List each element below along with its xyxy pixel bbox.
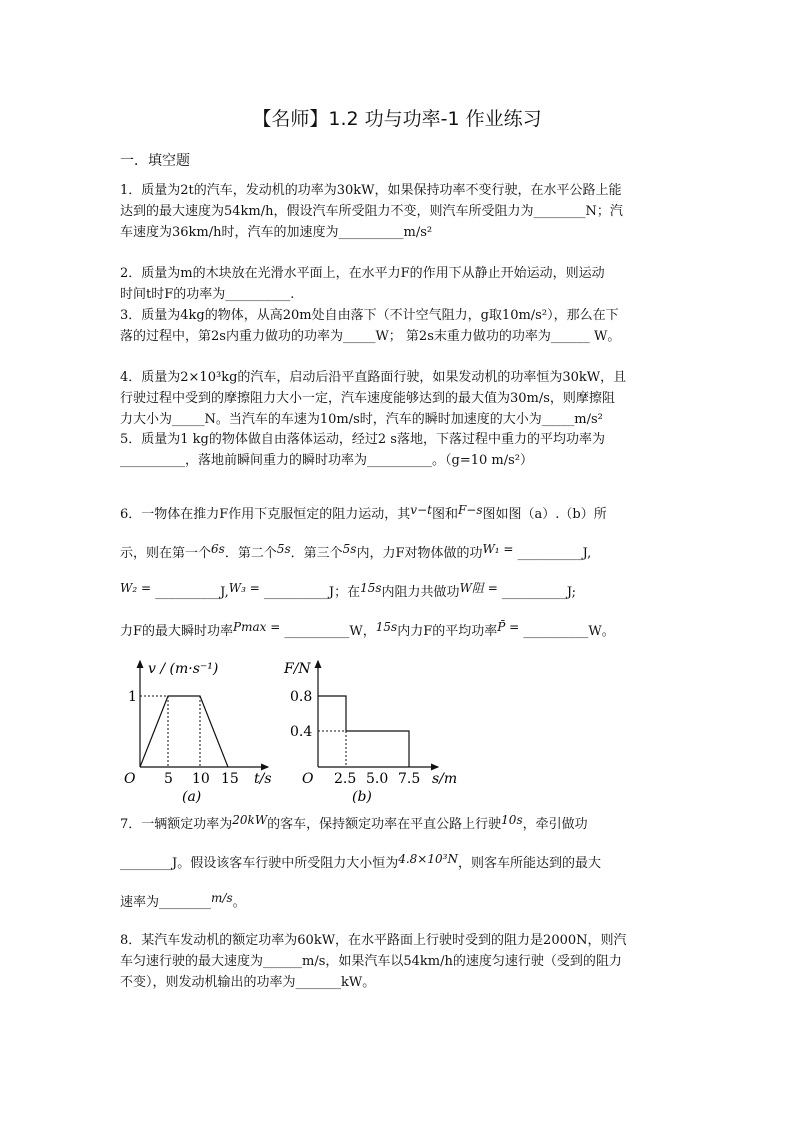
q3-line-2: 落的过程中，第2s内重力做功的功率为_____W； 第2s末重力做功的功率为______ W。: [120, 329, 621, 344]
y-tick: 0.8: [290, 689, 313, 705]
q6-text: 力F的最大瞬时功率: [120, 624, 234, 639]
q6-line-4: [120, 612, 680, 651]
figure-a-vt-graph: [118, 655, 288, 805]
q6-math-fs: F−s: [457, 503, 483, 517]
x-tick: 10: [192, 771, 210, 787]
q6-text: ．第三个: [290, 546, 343, 561]
q7-text: 7．一辆额定功率为: [120, 817, 233, 832]
q6-math-w3: W₃ =: [228, 581, 260, 595]
q1-line-1: 1．质量为2t的汽车，发动机的功率为30kW，如果保持功率不变行驶，在水平公路上能: [120, 183, 622, 198]
q7-text: 。: [232, 895, 246, 910]
q2-line-1: 2．质量为m的木块放在光滑水平面上，在水平力F的作用下从静止开始运动，则运动: [120, 266, 605, 281]
q6-blank: __________J,: [513, 546, 592, 561]
q7-math: 20kW: [232, 813, 268, 827]
q7-text: 的客车，保持额定功率在平直公路上行驶: [267, 817, 502, 832]
question-2: [120, 263, 680, 305]
q4-line-3: 力大小为_____N。当汽车的车速为10m/s时，汽车的瞬时加速度的大小为_____m/s²: [120, 412, 603, 427]
q6-line-2: [120, 534, 680, 573]
q6-math: 15s: [375, 620, 398, 634]
q2-line-2: 时间t时F的功率为__________.: [120, 287, 295, 302]
q6-blank: __________W，: [280, 624, 376, 639]
q7-line-3: [120, 883, 680, 922]
question-6: [120, 495, 680, 651]
q6-blank: __________W。: [519, 624, 615, 639]
q6-math: 5s: [276, 542, 291, 556]
q3-line-1: 3．质量为4kg的物体，从高20m处自由落下（不计空气阻力，g取10m/s²），那么在下: [120, 308, 619, 323]
vt-curve: [140, 696, 228, 767]
q7-math: m/s: [211, 891, 233, 905]
q4-line-2: 行驶过程中受到的摩擦阻力大小一定，汽车速度能够达到的最大值为30m/s，则摩擦阻: [120, 391, 615, 406]
q6-line-3: [120, 573, 680, 612]
q6-text: 示，则在第一个: [120, 546, 212, 561]
q6-text: 内力F的平均功率: [397, 624, 498, 639]
q6-math-wzu: W阻 =: [459, 581, 498, 595]
origin-label: O: [124, 771, 136, 787]
x-tick: 7.5: [398, 771, 421, 787]
section-title: 一．填空题: [120, 153, 190, 169]
x-tick: 5.0: [366, 771, 389, 787]
y-tick: 0.4: [290, 724, 313, 740]
question-3: [120, 305, 680, 347]
q7-math: 4.8×10³N: [398, 852, 458, 866]
q6-math-w1: W₁ =: [482, 542, 514, 556]
q6-text: __________J；在: [259, 585, 361, 600]
q7-text: ，则客车所能达到的最大: [457, 856, 601, 871]
q8-line-2: 车匀速行驶的最大速度为______m/s，如果汽车以54km/h的速度匀速行驶（受到的阻力: [120, 954, 622, 969]
q6-line-1: [120, 495, 680, 534]
q7-text: 速率为________: [120, 895, 212, 910]
question-1: [120, 180, 680, 243]
q7-text: ，牵引做功: [522, 817, 588, 832]
q6-math: 15s: [360, 581, 382, 595]
q6-text: 内阻力共做功: [381, 585, 460, 600]
q7-line-1: [120, 805, 680, 844]
q6-math: 6s: [211, 542, 225, 556]
x-tick: 5: [164, 771, 173, 787]
page-title: 【名师】1.2 功与功率-1 作业练习: [252, 108, 542, 130]
q6-text: ．第二个: [224, 546, 277, 561]
q5-line-1: 5．质量为1 kg的物体做自由落体运动，经过2 s落地，下落过程中重力的平均功率为: [120, 432, 605, 447]
question-5: [120, 429, 680, 471]
origin-label: O: [302, 771, 314, 787]
q6-text: 内，力F对物体做的功: [356, 546, 483, 561]
q7-line-2: [120, 844, 680, 883]
y-label: v / (m·s⁻¹): [148, 661, 219, 677]
q1-line-2: 达到的最大速度为54km/h，假设汽车所受阻力不变，则汽车所受阻力为________N；汽: [120, 204, 623, 219]
x-tick: 2.5: [334, 771, 357, 787]
question-4: [120, 367, 680, 430]
q6-blank: __________J;: [497, 585, 576, 600]
q6-math-pavg: P̄ =: [497, 620, 520, 634]
q6-text: 6．一物体在推力F作用下克服恒定的阻力运动，其: [120, 507, 411, 522]
q6-text: 图和: [431, 507, 458, 522]
y-tick: 1: [128, 689, 137, 705]
question-8: [120, 930, 680, 993]
q6-blank: __________J,: [151, 585, 229, 600]
y-label: F/N: [284, 661, 311, 677]
q6-math: 5s: [342, 542, 357, 556]
x-tick: 15: [221, 771, 239, 787]
q7-text: ________J。假设该客车行驶中所受阻力大小恒为: [120, 856, 399, 871]
question-7: [120, 805, 680, 922]
q1-line-3: 车速度为36km/h时，汽车的加速度为__________m/s²: [120, 225, 433, 240]
q4-line-1: 4．质量为2×10³kg的汽车，启动后沿平直路面行驶，如果发动机的功率恒为30kW，且: [120, 370, 627, 385]
caption: (b): [352, 789, 372, 805]
q7-math: 10s: [501, 813, 523, 827]
q5-line-2: __________，落地前瞬间重力的瞬时功率为__________。（g=10 m/s²）: [120, 453, 533, 468]
q6-math-vt: v−t: [410, 503, 432, 517]
q6-math-w2: W₂ =: [120, 581, 152, 595]
q6-text: 图如图（a）.（b）所: [482, 507, 607, 522]
caption: (a): [182, 789, 202, 805]
q8-line-1: 8．某汽车发动机的额定功率为60kW，在水平路面上行驶时受到的阻力是2000N，则汽: [120, 933, 627, 948]
figure-b-fs-graph: [278, 655, 468, 805]
q6-math-pmax: Pmax =: [233, 620, 281, 634]
x-label: s/m: [432, 771, 458, 787]
x-label: t/s: [254, 771, 272, 787]
q8-line-3: 不变），则发动机输出的功率为_______kW。: [120, 975, 376, 990]
